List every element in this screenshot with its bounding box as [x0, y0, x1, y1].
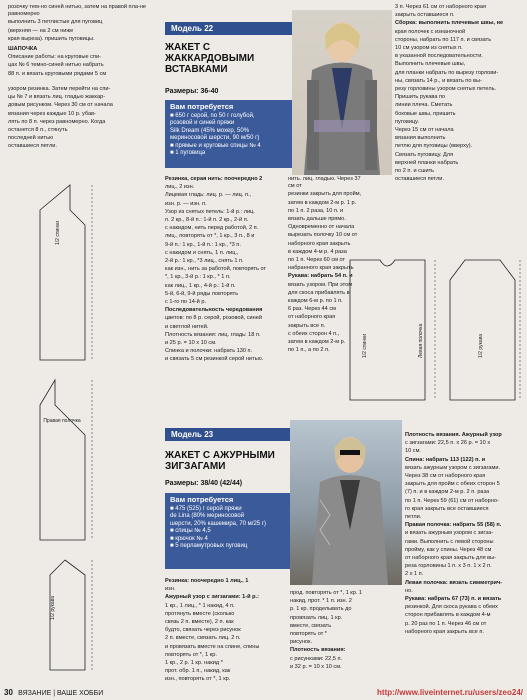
need-line: ■ спицы № 4,5 — [170, 528, 211, 534]
text-line: 2 х 1 п. — [405, 571, 424, 578]
text-line: р. 1 кр. проделывать до — [290, 606, 352, 613]
model22-title: ЖАКЕТ С ЖАККАРДОВЫМИ ВСТАВКАМИ — [165, 42, 255, 75]
intro-line: розочку тем-но синей нитью, затем на правой пла-не равномерно — [8, 4, 147, 18]
text-line: и связать 5 см резинкой серой нитью. — [165, 356, 264, 363]
text-line: по 1 п., а по 2 п. — [288, 347, 330, 354]
text-line: по 1 п. Через 59 (61) см от наборно- — [405, 497, 499, 504]
cap-heading: ШАПОЧКА — [8, 46, 38, 53]
text-line: лиц., 2 изн. — [165, 184, 195, 191]
model23-photo — [290, 420, 402, 585]
text-line: с рисунками: 22,5 п. — [290, 655, 343, 662]
text-line: прот. обр. 1 п., накид, как — [165, 668, 231, 675]
need-line: ■ крючок № 4 — [170, 535, 208, 542]
need-line: шерсти, 20% кашемира, 70 м/25 г) — [170, 520, 266, 527]
text-line: Правая полочка: набрать 55 (58) п. — [405, 522, 502, 529]
text-line: (7) п. и в каждом 2-м р. 2 п. раза — [405, 489, 490, 496]
cap-line: останется 8 п., стянуть — [8, 127, 68, 134]
text-line: с накидом, нить перед работой, 2 п. — [165, 225, 259, 232]
back-label-left: 1/2 спинки — [55, 220, 61, 245]
text-line: 2-й р.: 1 кр., *3 лиц., снять 1 п. — [165, 258, 244, 265]
page-number-text: 30 — [4, 688, 13, 697]
intro-line: выполнить 3 петлистые для пуговиц — [8, 19, 103, 26]
cap-line: 88 п. и вязать круговыми рядами 5 см — [8, 70, 107, 77]
text-line: линии плеча. Сметать — [395, 102, 453, 109]
text-line: края полочек с изнаночной — [395, 28, 466, 35]
text-line: Узор из снятых петель: 1-й р.: лиц. — [165, 208, 255, 215]
right-front-label: Правая полочка — [43, 418, 81, 424]
need-line: ■ 650 г серой, по 50 г голубой, — [170, 112, 255, 119]
text-line: Выполнить плечевые швы, — [395, 61, 466, 68]
text-line: 6 раз. Через 44 см — [288, 306, 336, 313]
text-line: Ажурный узор с зигзагами: 1-й р.: — [165, 594, 259, 601]
text-line: 1 кр., 1 лиц., * 1 накид, 4 п. — [165, 602, 235, 609]
text-line: Спина: набрать 113 (122) п. и — [405, 456, 486, 463]
text-line: прод. повторять от *, 1 кр. 1 — [290, 590, 363, 596]
text-line: с обеих сторон 4 п., — [288, 330, 340, 337]
text-line: связь 2 п. вместе), 2 п. как — [165, 619, 234, 626]
text-line: боковые швы, пришить — [395, 110, 456, 117]
text-line: вырезать полочку 10 см от — [288, 232, 358, 239]
text-line: закрыть оставшиеся п. — [395, 12, 455, 19]
text-line: 3 п. Через 61 см от наборного края — [395, 4, 487, 10]
text-line: и 25 р. = 10 х 10 см. — [165, 340, 217, 347]
text-line: изн. — [165, 586, 176, 593]
model23-text-col3 — [405, 432, 523, 686]
text-line: 1 кр., 2 р. 1 кр. накид * — [165, 660, 223, 667]
left-intro-text — [8, 4, 158, 84]
text-line: го края закрыть все оставшиеся — [405, 505, 489, 512]
text-line: оставшиеся петли. — [395, 176, 444, 183]
intro-line: (верхняя — на 2 см ниже — [8, 27, 74, 34]
text-line: с зигзагами: 22,5 п. х 26 р. = 10 х — [405, 440, 491, 447]
text-line: вязать дальше прямо. — [288, 216, 346, 223]
text-line: р. 20 раз по 1 п. Через 46 см от — [405, 620, 487, 627]
text-line: рисунок. — [290, 639, 313, 646]
text-line: и светлой нитей. — [165, 323, 209, 330]
cap-line: лять по 8 п. через равномерно. Когда — [8, 118, 106, 125]
text-line: нить. лиц. гладью. Через 37 см от — [288, 176, 361, 190]
cap-line: последней нитью — [8, 135, 54, 142]
text-line: затем в каждом 2-м р. 1 р. — [288, 199, 357, 206]
left-cap-text — [8, 86, 158, 186]
text-line: 2 п. вместе, связать лиц. 2 п. — [165, 635, 241, 642]
text-line: от наборного края — [288, 314, 336, 321]
text-line: пройму, как у спины. Через 48 см — [405, 546, 492, 553]
text-line: наборного края закрыть — [288, 240, 351, 247]
text-line: Плотность вязания: — [290, 647, 346, 654]
text-line: с 1-го по 14-й р. — [165, 299, 207, 306]
text-line: вместе, связать — [290, 622, 332, 629]
text-line: и 32 р. = 10 х 10 см. — [290, 663, 342, 670]
text-line: пуговицу. — [395, 118, 419, 125]
text-line: 10 см. — [405, 448, 421, 455]
text-line: резинки закрыть для пройм, — [288, 191, 362, 198]
text-line: и вязать ажурным узором с зигза- — [405, 530, 494, 537]
cap-line: Описание работы: на круговые спи- — [8, 54, 101, 61]
text-line: вязать ажурным узором с зигзагами. — [405, 464, 501, 471]
text-line: Левая полочка: вязать симметрич- — [405, 579, 503, 586]
text-line: цветов: по 8 р. серой, розовой, синей — [165, 315, 262, 322]
text-line: наборного края закрыть все п. — [405, 628, 484, 635]
model23-materials-box — [165, 493, 293, 569]
text-line: накид, прот. * 1 п. изн. 2 — [290, 598, 352, 605]
text-line: и провязать вместе на спине, спины — [165, 643, 260, 650]
text-line: набранного края закрыть — [288, 265, 354, 272]
need-line: розовой и синей пряжи — [170, 120, 235, 126]
text-line: лиц., повторять от *, 1 кр., 3 п., 8 и — [165, 233, 255, 240]
need-line: ■ 1 пуговица — [170, 150, 206, 156]
text-line: Через 15 см от начала — [395, 127, 454, 134]
text-line: затем в каждом 2-м р. — [288, 339, 346, 346]
text-line: стороны, набрать по 117 п. и связать — [395, 36, 492, 43]
text-line: от наборного края закрыть для вы- — [405, 555, 497, 562]
text-line: п. 2 кр., 8-й п.: 1-й п. 2 кр., 2-й п. — [165, 217, 249, 224]
page-number — [4, 688, 103, 697]
need-line: ■ прямые и круговые спицы № 4 — [170, 142, 261, 149]
text-line: будто, связать через рисунок — [165, 627, 241, 634]
need-line: ■ 475 (525) г серой пряжи — [170, 505, 242, 512]
text-line: петлю для пуговицы (вверху). — [395, 143, 473, 150]
text-line: как изн., нить за работой, повторять от — [165, 266, 267, 273]
text-line: реза горловины 1 п. х 3 п. 1 х 2 п. — [405, 563, 492, 570]
text-line: Плотность вязания: лиц. гладь: 18 п. — [165, 331, 261, 338]
text-line: как лиц., 1 кр., 4-й р.: 1-й п. — [165, 282, 236, 289]
front-label-right: Левая полочка — [418, 323, 424, 358]
text-line: сторон прибавлять в каждом 4-м — [405, 612, 491, 619]
text-line: *, 1 кр., 3-й р.: 1 кр., * 1 п. — [165, 274, 231, 281]
cap-line: узором резинка. Затем перейти на спи- — [8, 86, 111, 92]
text-line: петли. — [405, 514, 422, 521]
right-schematic-diagram — [340, 250, 525, 415]
text-line: Пришить рукава по — [395, 94, 446, 101]
text-line: Лицевая гладь: лиц. р. — лиц. п., — [165, 192, 252, 199]
text-line: по 1 п. Через 60 см от — [288, 257, 346, 264]
need-line: мериносовой шерсти, 90 м/50 г) — [170, 135, 260, 141]
text-line: для планки набрать по вырезу горлови- — [395, 69, 499, 76]
text-line: в указанной последовательности. — [395, 53, 483, 60]
cap-line: вязания через каждые 10 р. убав- — [8, 110, 96, 117]
model22-text-col3 — [395, 4, 520, 244]
magazine-name: ВЯЗАНИЕ | ВАШЕ ХОББИ — [18, 690, 104, 697]
cap-line: довым рисунком. Через 30 см от начала — [8, 102, 113, 109]
text-line: 5-й, 6-й, 9-й ряды повторять — [165, 290, 239, 297]
model22-photo — [292, 10, 392, 175]
text-line: 10 см узором из снятых п. — [395, 45, 463, 52]
text-line: Рукава: набрать 54 п. и — [288, 273, 353, 280]
text-line: 9-й п.: 1 кр., 1-й п.: 1 кр., *3 п. — [165, 241, 241, 248]
text-line: Последовательность чередования — [165, 307, 263, 314]
model22-sizes: Размеры: 36-40 — [165, 88, 219, 95]
text-line: закрыть для пройм с обеих сторон 5 — [405, 481, 500, 488]
text-line: резинкой. Для скоса рукава с обеих — [405, 604, 498, 611]
text-line: с накидом и снять, 1 п. лиц., — [165, 249, 239, 256]
text-line: по 2 п. и сшить — [395, 168, 435, 175]
text-line: ны, связать 14 р., и вязать по вы- — [395, 77, 482, 84]
text-line: повторять от *, 1 кр. — [165, 651, 217, 658]
model23-text-col1 — [165, 578, 285, 686]
text-line: в каждом 4-м р. 4 раза — [288, 248, 347, 255]
text-line: протянуть вместе (сколько — [165, 610, 235, 617]
cap-line: цы № 7 и вязать лиц. гладью жаккар- — [8, 94, 106, 101]
sleeve-label-left: 1/2 рукава — [50, 595, 56, 620]
model22-materials-box — [165, 100, 295, 168]
text-line: Связать пуговицу. Для — [395, 151, 454, 158]
cap-line: оставшиеся петли. — [8, 143, 57, 150]
back-label-right: 1/2 спинки — [362, 333, 368, 358]
model22-text-col1 — [165, 176, 285, 406]
text-line: Резинка, серая нить: поочередно 2 — [165, 176, 263, 182]
need-line: Silk Dream (45% мохер, 50% — [170, 127, 250, 134]
text-line: Резинка: поочередно 1 лиц., 1 — [165, 578, 249, 584]
intro-line: края выреза). пришить пуговицы. — [8, 35, 95, 42]
source-url-watermark: http://www.liveinternet.ru/users/zeo24/ — [377, 688, 523, 697]
text-line: изн., повторять от *, 1 кр. — [165, 676, 231, 683]
text-line: провязать лиц. 1 кр. — [290, 614, 343, 621]
text-line: Сборка: выполнить плечевые швы, не — [395, 20, 504, 27]
text-line: но. — [405, 587, 413, 594]
model23-header: Модель 23 — [165, 428, 297, 441]
text-line: верхней планки набрать — [395, 159, 459, 166]
text-line: Одновременно от начала — [288, 224, 355, 231]
text-line: закрыть все п. — [288, 322, 326, 329]
model23-sizes: Размеры: 38/40 (42/44) — [165, 480, 243, 487]
text-line: вязать узором. При этом — [288, 281, 353, 288]
text-line: для скоса прибавлять в — [288, 289, 350, 296]
model23-title: ЖАКЕТ С АЖУРНЫМИ ЗИГЗАГАМИ — [165, 450, 275, 472]
model22-header: Модель 22 — [165, 22, 297, 35]
text-line: гами. Выполнить с левой стороны — [405, 538, 494, 545]
text-line: Спинка и полочки: набрать 130 п. — [165, 348, 253, 355]
need-line: ■ 5 перламутровых пуговиц — [170, 543, 248, 549]
text-line: по 1 п. 2 раза, 10 п. и — [288, 207, 344, 214]
sleeve-label-right: 1/2 рукава — [478, 333, 484, 358]
text-line: вязания выполнить — [395, 135, 446, 142]
text-line: Плотность вязания. Ажурный узор — [405, 432, 502, 438]
text-line: Через 38 см от наборного края — [405, 473, 486, 480]
text-line: резу горловины узором снятых петель. — [395, 86, 497, 93]
cap-line: цах № 6 темно-синей нитью набрать — [8, 62, 104, 69]
text-line: Рукава: набрать 67 (73) п. и вязать — [405, 596, 502, 603]
need-title: Вам потребуется — [170, 102, 234, 111]
text-line: изн. р. — изн. п. — [165, 200, 207, 207]
need-line: de Lina (80% мериносовой — [170, 513, 245, 519]
need-title: Вам потребуется — [170, 495, 234, 504]
text-line: повторять от * — [290, 631, 327, 638]
model23-text-col2 — [290, 590, 400, 686]
text-line: каждом 6-м р. по 1 п. — [288, 298, 343, 305]
